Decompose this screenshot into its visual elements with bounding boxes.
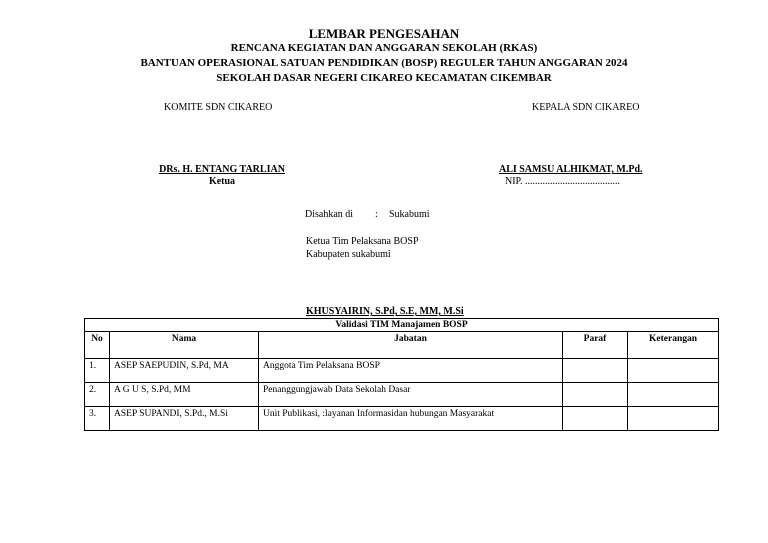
subtitle-rkas: RENCANA KEGIATAN DAN ANGGARAN SEKOLAH (RKAS) — [230, 42, 538, 54]
principal-nip: NIP. ...................................... — [505, 176, 621, 187]
table-row — [85, 359, 719, 383]
table-row — [85, 407, 719, 431]
row-nama: ASEP SAEPUDIN, S.Pd, MA — [110, 359, 259, 383]
row-no: 3. — [85, 407, 110, 431]
subtitle-school: SEKOLAH DASAR NEGERI CIKAREO KECAMATAN CIKEMBAR — [216, 72, 552, 84]
header-no: No — [85, 332, 110, 359]
approval-separator: : — [375, 209, 378, 220]
row-paraf — [563, 407, 628, 431]
committee-position: Ketua — [208, 176, 236, 187]
subtitle-bosp: BANTUAN OPERASIONAL SATUAN PENDIDIKAN (BOSP) REGULER TAHUN ANGGARAN 2024 — [140, 57, 628, 69]
approval-office-line1: Ketua Tim Pelaksana BOSP — [306, 236, 419, 247]
header-jabatan: Jabatan — [259, 332, 563, 359]
principal-role: KEPALA SDN CIKAREO — [532, 102, 640, 113]
row-no: 1. — [85, 359, 110, 383]
approval-place: Sukabumi — [389, 209, 430, 220]
row-keterangan — [628, 383, 719, 407]
row-jabatan: Penanggungjawab Data Sekolah Dasar — [259, 383, 563, 407]
row-jabatan: Unit Publikasi, :layanan Informasidan hubungan Masyarakat — [259, 407, 563, 431]
committee-role: KOMITE SDN CIKAREO — [164, 102, 273, 113]
header-nama: Nama — [110, 332, 259, 359]
validation-table — [84, 318, 719, 431]
table-row — [85, 383, 719, 407]
principal-name: ALI SAMSU ALHIKMAT, M.Pd. — [499, 164, 643, 175]
table-caption-row — [85, 319, 719, 332]
row-jabatan: Anggota Tim Pelaksana BOSP — [259, 359, 563, 383]
document-title: LEMBAR PENGESAHAN — [308, 26, 460, 41]
row-nama: A G U S, S.Pd, MM — [110, 383, 259, 407]
row-no: 2. — [85, 383, 110, 407]
approval-label: Disahkan di — [305, 209, 354, 220]
header-keterangan: Keterangan — [628, 332, 719, 359]
header-paraf: Paraf — [563, 332, 628, 359]
row-paraf — [563, 383, 628, 407]
row-nama: ASEP SUPANDI, S.Pd., M.Si — [110, 407, 259, 431]
committee-name: DRs. H. ENTANG TARLIAN — [159, 164, 285, 175]
approval-signer: KHUSYAIRIN, S.Pd, S.E, MM, M.Si — [306, 306, 464, 317]
table-caption: Validasi TIM Manajamen BOSP — [85, 319, 719, 332]
approval-office-line2: Kabupaten sukabumi — [306, 249, 391, 260]
table-header-row — [85, 332, 719, 359]
row-keterangan — [628, 359, 719, 383]
row-keterangan — [628, 407, 719, 431]
row-paraf — [563, 359, 628, 383]
